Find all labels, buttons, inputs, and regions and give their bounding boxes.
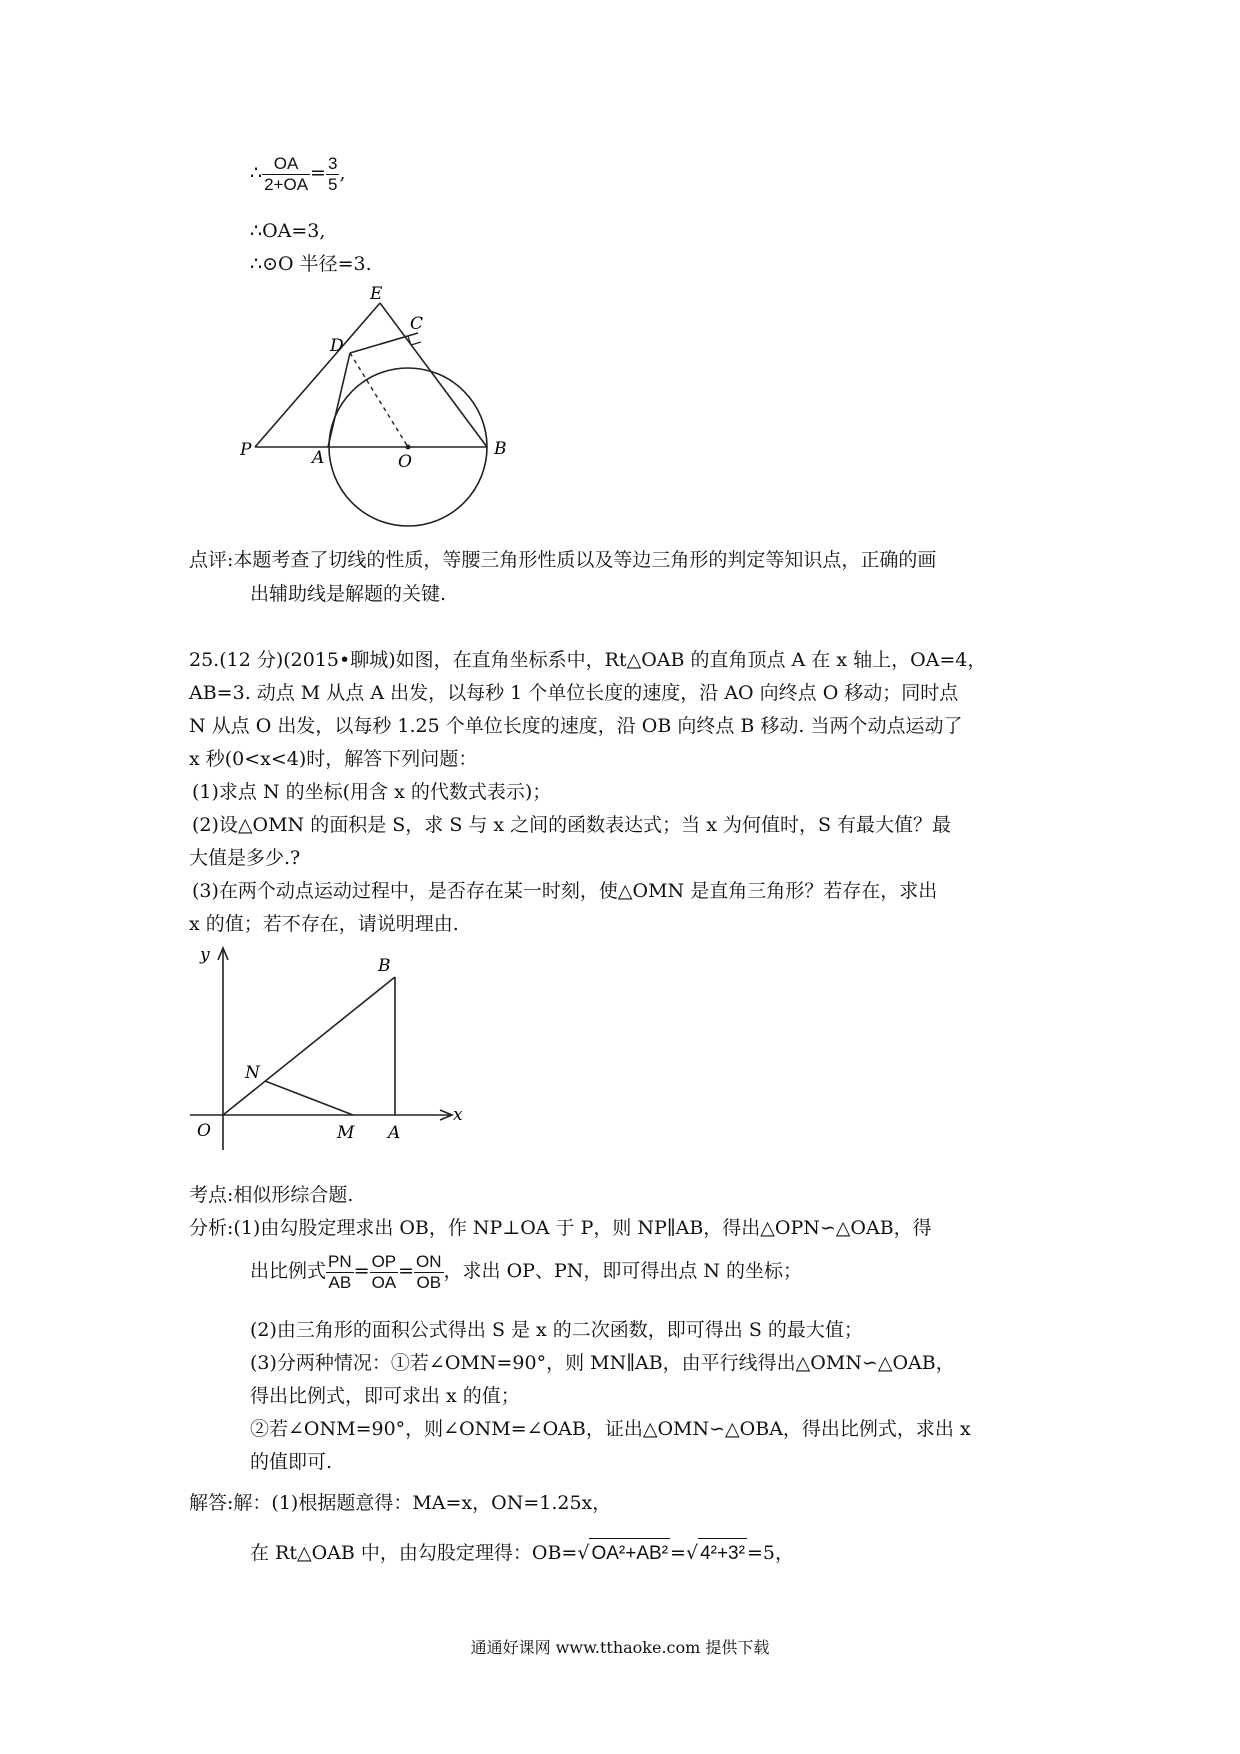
label-m: M [337, 1123, 355, 1143]
fraction-numerator: ON [416, 1251, 442, 1271]
label-x: x [453, 1105, 463, 1125]
derivation-line-oa: ∴OA=3, [250, 220, 326, 242]
line-pe [255, 303, 380, 447]
equals-sign: = [353, 1260, 370, 1282]
label-p: P [240, 440, 252, 460]
proportion-prefix: 出比例式 [250, 1260, 327, 1282]
point-o-dot [406, 445, 411, 450]
fraction-denominator: 2+OA [264, 174, 309, 194]
label-e: E [370, 285, 383, 304]
equals-sign: = [398, 1260, 415, 1282]
coordinate-figure [185, 940, 475, 1160]
label-o: O [197, 1121, 211, 1141]
fraction-op-oa [370, 1252, 399, 1293]
fraction-on-ob [414, 1252, 444, 1293]
fraction-numerator: OA [262, 154, 310, 175]
fenxi-line-3: (2)由三角形的面积公式得出 S 是 x 的二次函数，即可得出 S 的最大值； [250, 1319, 863, 1341]
problem-line-2: AB=3. 动点 M 从点 A 出发，以每秒 1 个单位长度的速度，沿 AO 向终点 O 移动；同时点 [189, 682, 959, 704]
fraction-denominator: 5 [327, 174, 338, 194]
problem-line-1: 25.(12 分)(2015•聊城)如图，在直角坐标系中，Rt△OAB 的直角顶点 A 在 x 轴上，OA=4， [189, 649, 987, 671]
pythagoras-prefix: 在 Rt△OAB 中，由勾股定理得：OB= [250, 1542, 578, 1564]
comment-line-2: 出辅助线是解题的关键. [250, 583, 447, 605]
fraction-numerator: OP [371, 1251, 397, 1271]
comment-line-1: 点评:本题考查了切线的性质，等腰三角形性质以及等边三角形的判定等知识点，正确的画 [189, 549, 937, 571]
label-a: A [388, 1123, 401, 1143]
fraction-numerator: PN [328, 1251, 352, 1271]
fenxi-line-6: ②若∠ONM=90°，则∠ONM=∠OAB，证出△OMN∽△OBA，得出比例式，求出 x [250, 1418, 971, 1440]
label-o: O [398, 452, 412, 472]
question-3-line-1: (3)在两个动点运动过程中，是否存在某一时刻，使△OMN 是直角三角形？若存在，求出 [192, 880, 938, 902]
derivation-line-radius: ∴⊙O 半径=3. [250, 253, 372, 275]
kaodian-line: 考点:相似形综合题. [189, 1184, 354, 1206]
fenxi-line-4: (3)分两种情况：①若∠OMN=90°，则 MN∥AB，由平行线得出△OMN∽△OAB， [250, 1352, 955, 1374]
therefore-symbol: ∴ [250, 162, 263, 184]
label-c: C [410, 314, 424, 334]
question-3-line-2: x 的值；若不存在，请说明理由. [189, 913, 459, 935]
fraction-denominator: AB [328, 1272, 352, 1292]
sqrt-oa-ab: OA²+AB² [589, 1538, 670, 1569]
segment-ob [223, 977, 395, 1115]
fraction-pn-ab [326, 1252, 354, 1293]
line-dc [350, 333, 418, 353]
sqrt-sign: √ [577, 1542, 590, 1564]
question-1: (1)求点 N 的坐标(用含 x 的代数式表示)； [192, 781, 552, 803]
question-2-line-1: (2)设△OMN 的面积是 S，求 S 与 x 之间的函数表达式；当 x 为何值时，S 有最大值？最 [192, 814, 952, 836]
circle-geometry-figure [240, 285, 540, 535]
therefore-fraction-line [250, 150, 345, 196]
fraction-numerator: 3 [327, 153, 338, 173]
fraction-three-fifths [326, 154, 339, 195]
fenxi-line-7: 的值即可. [250, 1451, 333, 1473]
jieda-line-1: 解答:解：(1)根据题意得：MA=x，ON=1.25x， [189, 1492, 612, 1514]
jieda-pythagoras-line [250, 1538, 794, 1569]
pythagoras-suffix: =5， [746, 1542, 794, 1564]
footer-text: 通通好课网 www.tthaoke.com 提供下载 [470, 1638, 770, 1657]
fenxi-line-5: 得出比例式，即可求出 x 的值； [250, 1385, 520, 1407]
fraction-oa [262, 154, 310, 195]
question-2-line-2: 大值是多少.? [189, 847, 301, 869]
label-n: N [245, 1063, 260, 1083]
fraction-denominator: OB [416, 1272, 442, 1292]
fraction-denominator: OA [371, 1272, 397, 1292]
segment-nm [265, 1081, 353, 1115]
right-angle-mark [408, 336, 421, 345]
label-b: B [494, 439, 507, 459]
problem-line-3: N 从点 O 出发，以每秒 1.25 个单位长度的速度，沿 OB 向终点 B 移动. 当两个动点运动了 [189, 715, 963, 737]
sqrt-sign: √ [685, 1542, 699, 1564]
label-d: D [330, 336, 344, 356]
label-a: A [312, 448, 325, 468]
fenxi-line-1: 分析:(1)由勾股定理求出 OB，作 NP⊥OA 于 P，则 NP∥AB，得出△OPN∽△OAB，得 [189, 1217, 932, 1239]
equals-sign: = [670, 1542, 686, 1564]
equals-sign: = [310, 162, 326, 184]
label-b: B [378, 956, 391, 976]
sqrt-numbers: 4²+3² [698, 1538, 747, 1569]
line-do-dashed [350, 353, 408, 447]
problem-line-4: x 秒(0<x<4)时，解答下列问题： [189, 748, 478, 770]
proportion-suffix: ，求出 OP、PN，即可得出点 N 的坐标； [443, 1260, 803, 1282]
label-y: y [200, 945, 210, 965]
line-ad [328, 353, 350, 447]
line-eb [380, 303, 487, 447]
comma: , [339, 162, 346, 184]
fenxi-proportion-line [250, 1248, 802, 1294]
